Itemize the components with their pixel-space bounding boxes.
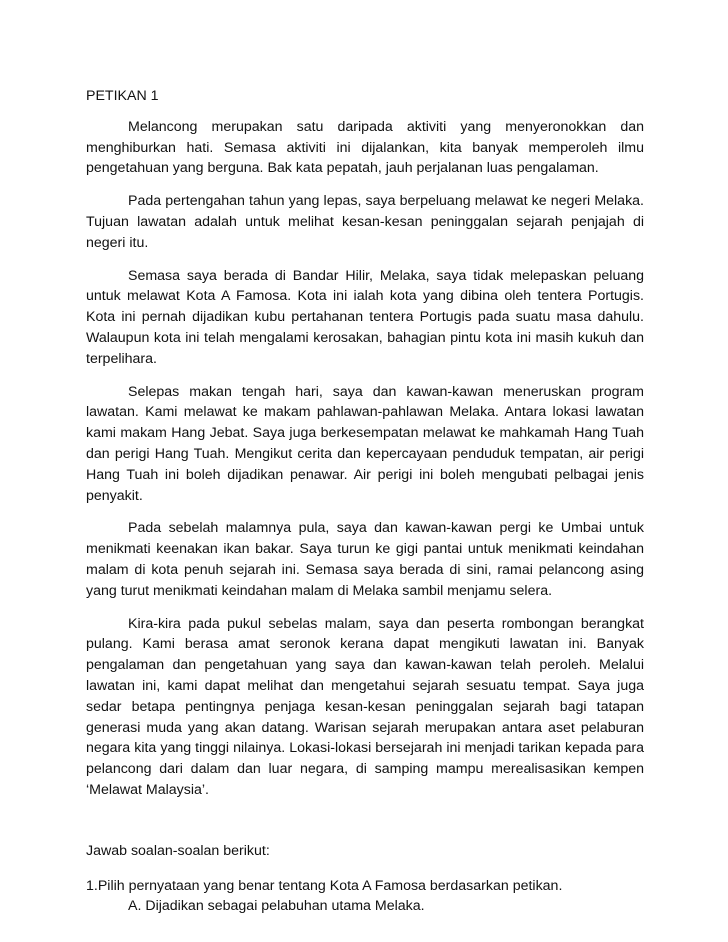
- paragraph-6: Kira-kira pada pukul sebelas malam, saya dan peserta rombongan berangkat pulang. Kami berasa amat seronok kerana dapat mengikuti lawatan ini. Banyak pengalaman dan pengetahuan yang saya dan kawan-kawan telah peroleh. Melalui lawatan ini, kami dapat melihat dan mengetahui sejarah sesuatu tempat. Saya juga sedar betapa pentingnya penjaga kesan-kesan peninggalan sejarah bagi tatapan generasi muda yang akan datang. Warisan sejarah merupakan antara aset pelaburan negara kita yang tinggi nilainya. Lokasi-lokasi bersejarah ini menjadi tarikan kepada para pelancong dari dalam dan luar negara, di samping mampu merealisasikan kempen ‘Melawat Malaysia’.: [86, 615, 644, 798]
- paragraph-5: Pada sebelah malamnya pula, saya dan kawan-kawan pergi ke Umbai untuk menikmati keenakan ikan bakar. Saya turun ke gigi pantai untuk menikmati keindahan malam di kota penuh sejarah ini. Semasa saya berada di sini, ramai pelancong asing yang turut menikmati keindahan malam di Melaka sambil menjamu selera.: [86, 520, 644, 599]
- questions-intro: Jawab soalan-soalan berikut:: [86, 842, 270, 859]
- question-1-option-a: A. Dijadikan sebagai pelabuhan utama Melaka.: [128, 898, 425, 915]
- paragraph-3: Semasa saya berada di Bandar Hilir, Melaka, saya tidak melepaskan peluang untuk melawat Kota A Famosa. Kota ini ialah kota yang dibina oleh tentera Portugis. Kota ini pernah dijadikan kubu pertahanan tentera Portugis pada suatu masa dahulu. Walaupun kota ini telah mengalami kerosakan, bahagian pintu kota ini masih kukuh dan terpelihara.: [86, 267, 644, 367]
- paragraph-2: Pada pertengahan tahun yang lepas, saya berpeluang melawat ke negeri Melaka. Tujuan lawatan adalah untuk melihat kesan-kesan peninggalan sejarah penjajah di negeri itu.: [86, 193, 644, 251]
- question-1: 1.Pilih pernyataan yang benar tentang Kota A Famosa berdasarkan petikan.: [86, 877, 563, 894]
- paragraph-4: Selepas makan tengah hari, saya dan kawan-kawan meneruskan program lawatan. Kami melawat ke makam pahlawan-pahlawan Melaka. Antara lokasi lawatan kami makam Hang Jebat. Saya juga berkesempatan melawat ke mahkamah Hang Tuah dan perigi Hang Tuah. Mengikut cerita dan kepercayaan penduduk tempatan, air perigi Hang Tuah ini boleh dijadikan penawar. Air perigi ini boleh mengubati pelbagai jenis penyakit.: [86, 383, 644, 504]
- paragraph-1: Melancong merupakan satu daripada aktiviti yang menyeronokkan dan menghiburkan hati. Semasa aktiviti ini dijalankan, kita banyak memperoleh ilmu pengetahuan yang berguna. Bak kata pepatah, jauh perjalanan luas pengalaman.: [86, 118, 644, 177]
- passage-title: PETIKAN 1: [86, 88, 159, 104]
